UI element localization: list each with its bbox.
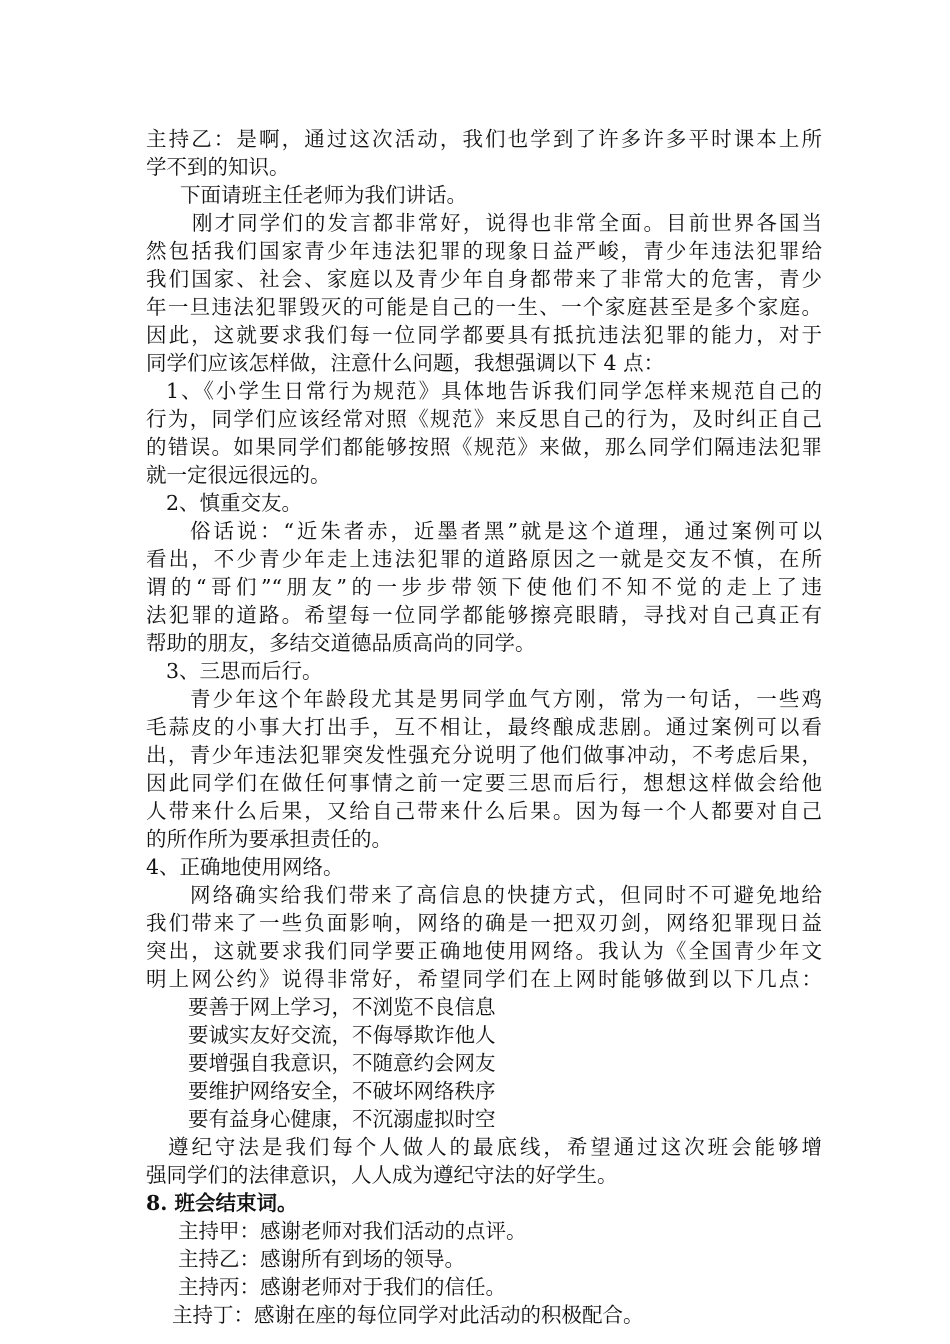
text-line: 帮助的朋友，多结交道德品质高尚的同学。	[146, 631, 536, 655]
section-heading: 8. 班会结束词。	[146, 1191, 298, 1215]
text-line: 主持甲：感谢老师对我们活动的点评。	[178, 1219, 527, 1243]
text-line: 要增强自我意识，不随意约会网友	[188, 1051, 496, 1075]
text-line: 网络确实给我们带来了高信息的快捷方式，但同时不可避免地给	[190, 883, 822, 907]
text-line: 同学们应该怎样做，注意什么问题，我想强调以下 4 点：	[146, 351, 665, 375]
text-line: 主持丙：感谢老师对于我们的信任。	[178, 1275, 506, 1299]
text-line: 要有益身心健康，不沉溺虚拟时空	[188, 1107, 496, 1131]
text-line: 俗话说：“近朱者赤，近墨者黑”就是这个道理，通过案例可以	[190, 519, 822, 543]
text-line: 然包括我们国家青少年违法犯罪的现象日益严峻，青少年违法犯罪给	[146, 239, 822, 263]
text-line: 强同学们的法律意识，人人成为遵纪守法的好学生。	[146, 1163, 618, 1187]
text-line: 年一旦违法犯罪毁灭的可能是自己的一生、一个家庭甚至是多个家庭。	[146, 295, 822, 319]
text-line: 主持乙：是啊，通过这次活动，我们也学到了许多许多平时课本上所	[146, 127, 822, 151]
text-line: 出，青少年违法犯罪突发性强充分说明了他们做事冲动，不考虑后果，	[146, 743, 822, 767]
text-line: 法犯罪的道路。希望每一位同学都能够擦亮眼睛，寻找对自己真正有	[146, 603, 822, 627]
text-line: 遵纪守法是我们每个人做人的最底线，希望通过这次班会能够增	[168, 1135, 822, 1159]
text-line: 3、三思而后行。	[166, 659, 323, 683]
text-line: 突出，这就要求我们同学要正确地使用网络。我认为《全国青少年文	[146, 939, 822, 963]
text-line: 就一定很远很远的。	[146, 463, 331, 487]
text-line: 我们国家、社会、家庭以及青少年自身都带来了非常大的危害，青少	[146, 267, 822, 291]
text-line: 要善于网上学习，不浏览不良信息	[188, 995, 496, 1019]
text-line: 2、慎重交友。	[166, 491, 303, 515]
text-line: 我们带来了一些负面影响，网络的确是一把双刃剑，网络犯罪现日益	[146, 911, 822, 935]
text-line: 下面请班主任老师为我们讲话。	[180, 183, 467, 207]
text-line: 的所作所为要承担责任的。	[146, 827, 392, 851]
text-line: 人带来什么后果，又给自己带来什么后果。因为每一个人都要对自己	[146, 799, 822, 823]
text-line: 青少年这个年龄段尤其是男同学血气方刚，常为一句话，一些鸡	[190, 687, 822, 711]
text-line: 要诚实友好交流，不侮辱欺诈他人	[188, 1023, 496, 1047]
text-line: 行为，同学们应该经常对照《规范》来反思自己的行为，及时纠正自己	[146, 407, 822, 431]
text-line: 看出，不少青少年走上违法犯罪的道路原因之一就是交友不慎，在所	[146, 547, 822, 571]
text-line: 因此，这就要求我们每一位同学都要具有抵抗违法犯罪的能力，对于	[146, 323, 822, 347]
text-line: 学不到的知识。	[146, 155, 290, 179]
text-line: 的错误。如果同学们都能够按照《规范》来做，那么同学们隔违法犯罪	[146, 435, 822, 459]
text-line: 毛蒜皮的小事大打出手，互不相让，最终酿成悲剧。通过案例可以看	[146, 715, 822, 739]
text-line: 明上网公约》说得非常好，希望同学们在上网时能够做到以下几点：	[146, 967, 822, 991]
text-line: 谓的“哥们”“朋友”的一步步带领下使他们不知不觉的走上了违	[146, 575, 822, 599]
text-line: 要维护网络安全，不破坏网络秩序	[188, 1079, 496, 1103]
text-line: 刚才同学们的发言都非常好，说得也非常全面。目前世界各国当	[192, 211, 822, 235]
text-line: 4、正确地使用网络。	[146, 855, 344, 879]
text-line: 1、《小学生日常行为规范》具体地告诉我们同学怎样来规范自己的	[166, 379, 822, 403]
text-line: 主持丁：感谢在座的每位同学对此活动的积极配合。	[172, 1303, 644, 1327]
text-line: 因此同学们在做任何事情之前一定要三思而后行，想想这样做会给他	[146, 771, 822, 795]
text-line: 主持乙：感谢所有到场的领导。	[178, 1247, 465, 1271]
